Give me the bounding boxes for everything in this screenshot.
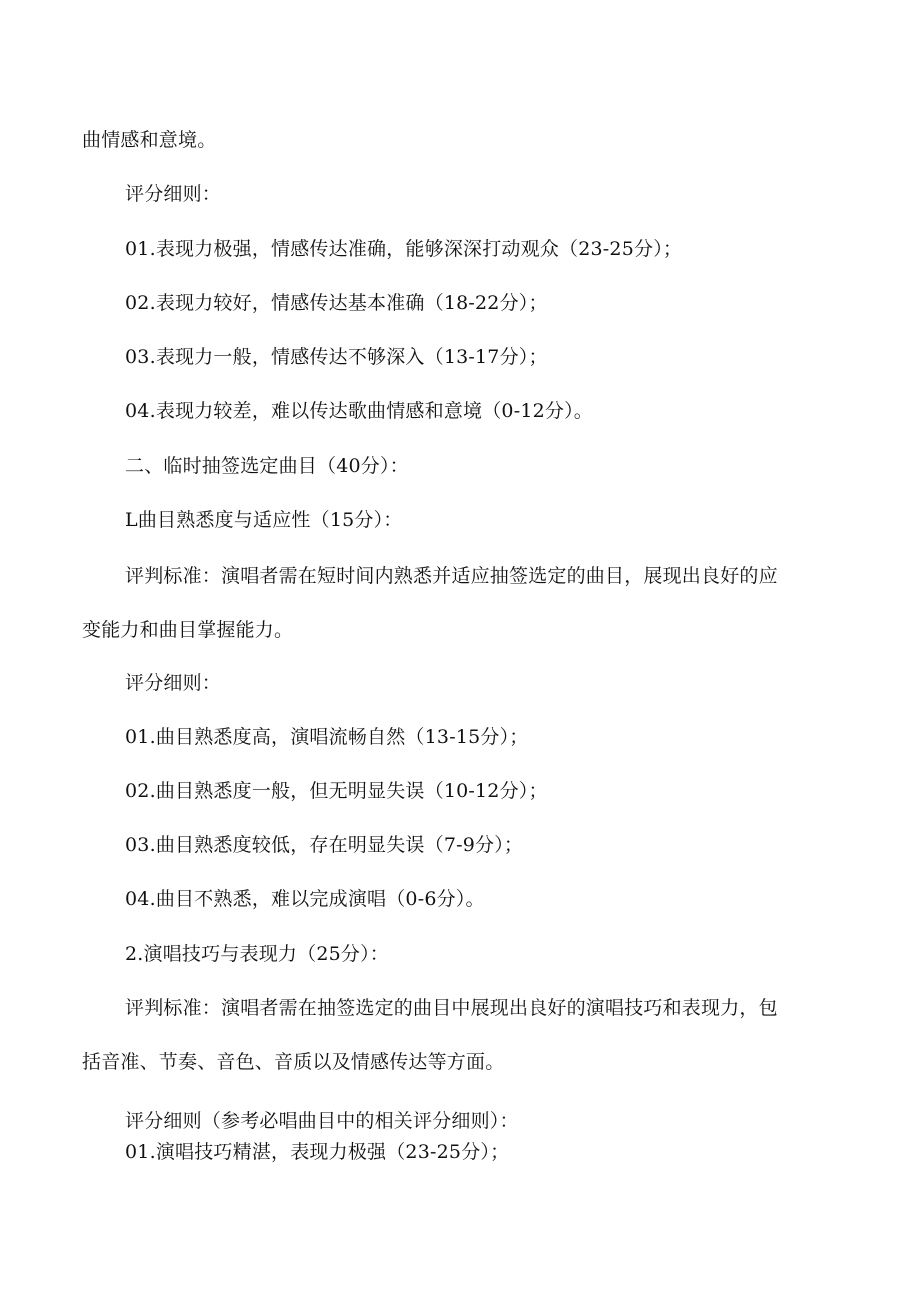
subsection-heading: 2.演唱技巧与表现力（25分）： bbox=[125, 943, 390, 965]
criteria-paragraph: 评判标准：演唱者需在抽签选定的曲目中展现出良好的演唱技巧和表现力，包 bbox=[125, 997, 778, 1019]
criteria-paragraph-continuation: 括音准、节奏、音色、音质以及情感传达等方面。 bbox=[82, 1051, 505, 1073]
list-item: 03.表现力一般，情感传达不够深入（13-17分）； bbox=[125, 346, 548, 368]
scoring-details-heading: 评分细则： bbox=[125, 183, 222, 205]
list-item: 01.曲目熟悉度高，演唱流畅自然（13-15分）； bbox=[125, 726, 529, 748]
list-item: 02.表现力较好，情感传达基本准确（18-22分）； bbox=[125, 292, 548, 314]
scoring-details-heading: 评分细则（参考必唱曲目中的相关评分细则）： bbox=[125, 1110, 519, 1132]
paragraph-continuation: 曲情感和意境。 bbox=[82, 129, 217, 151]
list-item: 03.曲目熟悉度较低，存在明显失误（7-9分）； bbox=[125, 834, 524, 856]
scoring-details-heading: 评分细则： bbox=[125, 672, 222, 694]
list-item: 04.表现力较差，难以传达歌曲情感和意境（0-12分）。 bbox=[125, 400, 594, 422]
section-heading: 二、临时抽签选定曲目（40分）： bbox=[125, 455, 409, 477]
criteria-paragraph: 评判标准：演唱者需在短时间内熟悉并适应抽签选定的曲目，展现出良好的应 bbox=[125, 565, 778, 587]
list-item: 02.曲目熟悉度一般，但无明显失误（10-12分）； bbox=[125, 780, 548, 802]
list-item: 04.曲目不熟悉，难以完成演唱（0-6分）。 bbox=[125, 888, 485, 910]
list-item: 01.演唱技巧精湛，表现力极强（23-25分）； bbox=[125, 1141, 510, 1163]
list-item: 01.表现力极强，情感传达准确，能够深深打动观众（23-25分）； bbox=[125, 238, 683, 260]
subsection-heading: L曲目熟悉度与适应性（15分）： bbox=[125, 509, 403, 531]
criteria-paragraph-continuation: 变能力和曲目掌握能力。 bbox=[82, 619, 294, 641]
